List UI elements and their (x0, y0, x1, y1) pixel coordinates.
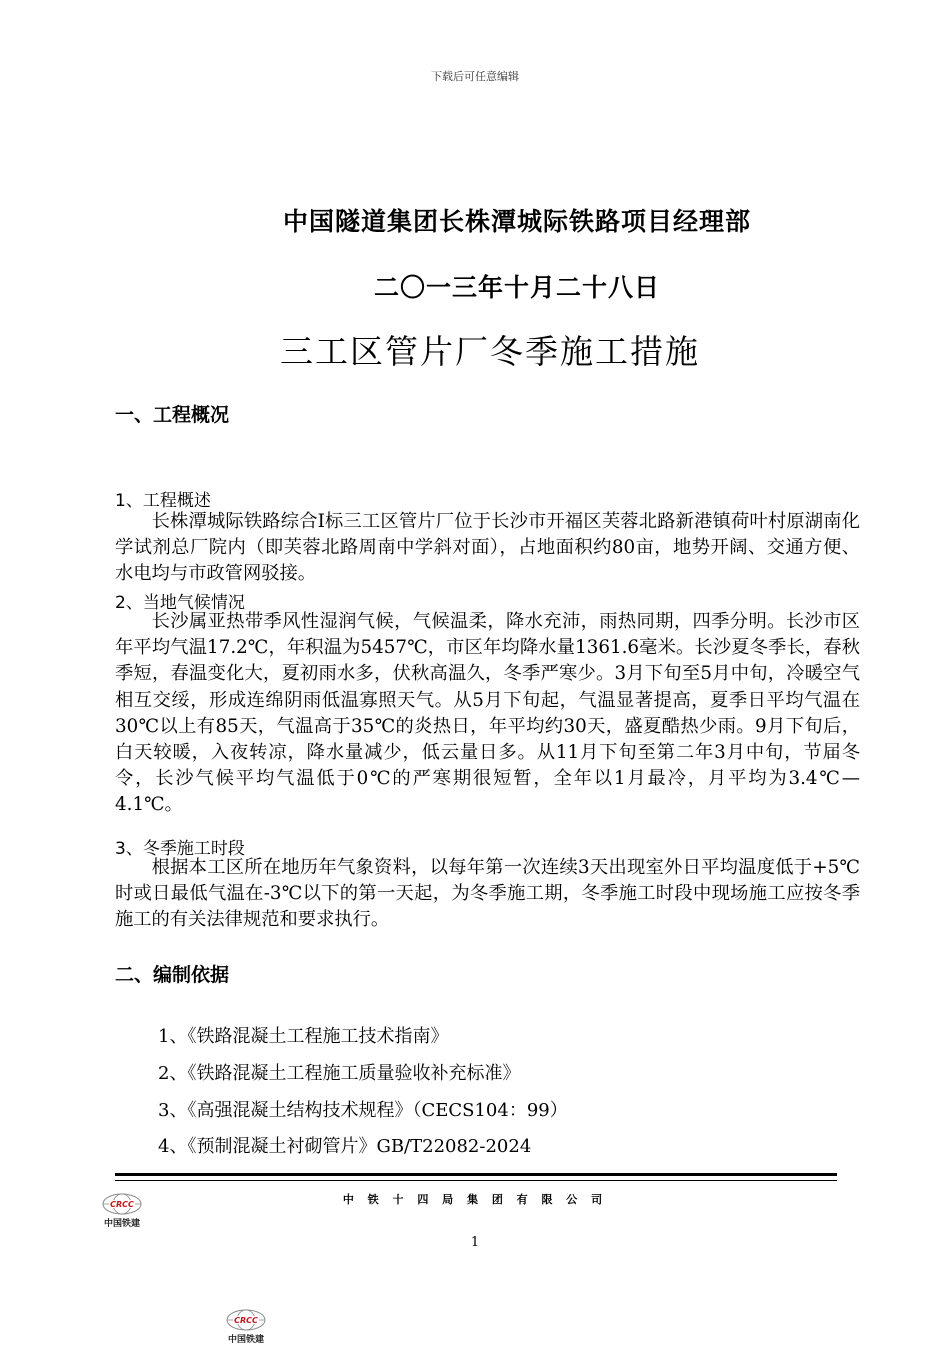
footer-rule-thick (115, 1173, 837, 1176)
subsection-heading-winter-period: 3、冬季施工时段 (115, 839, 245, 859)
document-date: 二〇一三年十月二十八日 (373, 273, 660, 302)
svg-text:CRCC: CRCC (234, 1316, 258, 1325)
reference-item: 1、《铁路混凝土工程施工技术指南》 (158, 1026, 449, 1047)
section-heading-basis: 二、编制依据 (115, 964, 230, 986)
crcc-globe-icon (224, 1308, 268, 1332)
subsection-heading-climate: 2、当地气候情况 (115, 593, 245, 613)
crcc-logo (100, 1192, 144, 1229)
reference-item: 4、《预制混凝土衬砌管片》GB/T22082-2024 (158, 1136, 532, 1157)
organization-name: 中国隧道集团长株潭城际铁路项目经理部 (282, 207, 751, 236)
paragraph-winter-period-text: 根据本工区所在地历年气象资料，以每年第一次连续3天出现室外日平均温度低于+5℃时或日最低气温在-3℃以下的第一天起，为冬季施工期，冬季施工时段中现场施工应按冬季施工的有关法律规范和要求执行。 (115, 857, 860, 931)
reference-item: 2、《铁路混凝土工程施工质量验收补充标准》 (158, 1063, 521, 1084)
logo-caption: 中国铁建 (227, 1335, 264, 1345)
page-header-note: 下载后可任意编辑 (431, 70, 519, 83)
document-title: 三工区管片厂冬季施工措施 (280, 332, 700, 371)
crcc-logo (224, 1308, 268, 1345)
paragraph-climate-text: 长沙属亚热带季风性湿润气候，气候温柔，降水充沛，雨热同期，四季分明。长沙市区年平均气温17.2℃，年积温为5457℃，市区年均降水量1361.6毫米。长沙夏冬季长，春秋季短，春温变化大，夏初雨水多，伏秋高温久，冬季严寒少。3月下旬至5月中旬，冷暖空气相互交绥，形成连绵阴雨低温寡照天气。从5月下旬起，气温显著提高，夏季日平均气温在30℃以上有85天，气温高于35℃的炎热日，年平均约30天，盛夏酷热少雨。9月下旬后，白天较暖，入夜转凉，降水量减少，低云量日多。从11月下旬至第二年3月中旬，节届冬令，长沙气候平均气温低于0℃的严寒期很短暂，全年以1月最冷，月平均为3.4℃—4.1℃。 (115, 611, 860, 816)
footer-rule-thin (115, 1180, 837, 1181)
paragraph-summary (115, 509, 860, 588)
paragraph-summary-text: 长株潭城际铁路综合Ⅰ标三工区管片厂位于长沙市开福区芙蓉北路新港镇荷叶村原湖南化学试剂总厂院内（即芙蓉北路周南中学斜对面），占地面积约80亩，地势开阔、交通方便、水电均与市政管网驳接。 (115, 511, 860, 585)
page-number: 1 (470, 1235, 480, 1250)
section-heading-overview: 一、工程概况 (115, 404, 230, 426)
subsection-heading-summary: 1、工程概述 (115, 491, 211, 511)
reference-item: 3、《高强混凝土结构技术规程》（CECS104：99） (158, 1100, 568, 1121)
logo-caption: 中国铁建 (103, 1219, 140, 1229)
paragraph-climate (115, 609, 860, 819)
paragraph-winter-period (115, 855, 860, 934)
crcc-globe-icon (100, 1192, 144, 1216)
svg-text:CRCC: CRCC (110, 1200, 134, 1209)
footer-company-name: 中 铁 十 四 局 集 团 有 限 公 司 (342, 1193, 608, 1206)
